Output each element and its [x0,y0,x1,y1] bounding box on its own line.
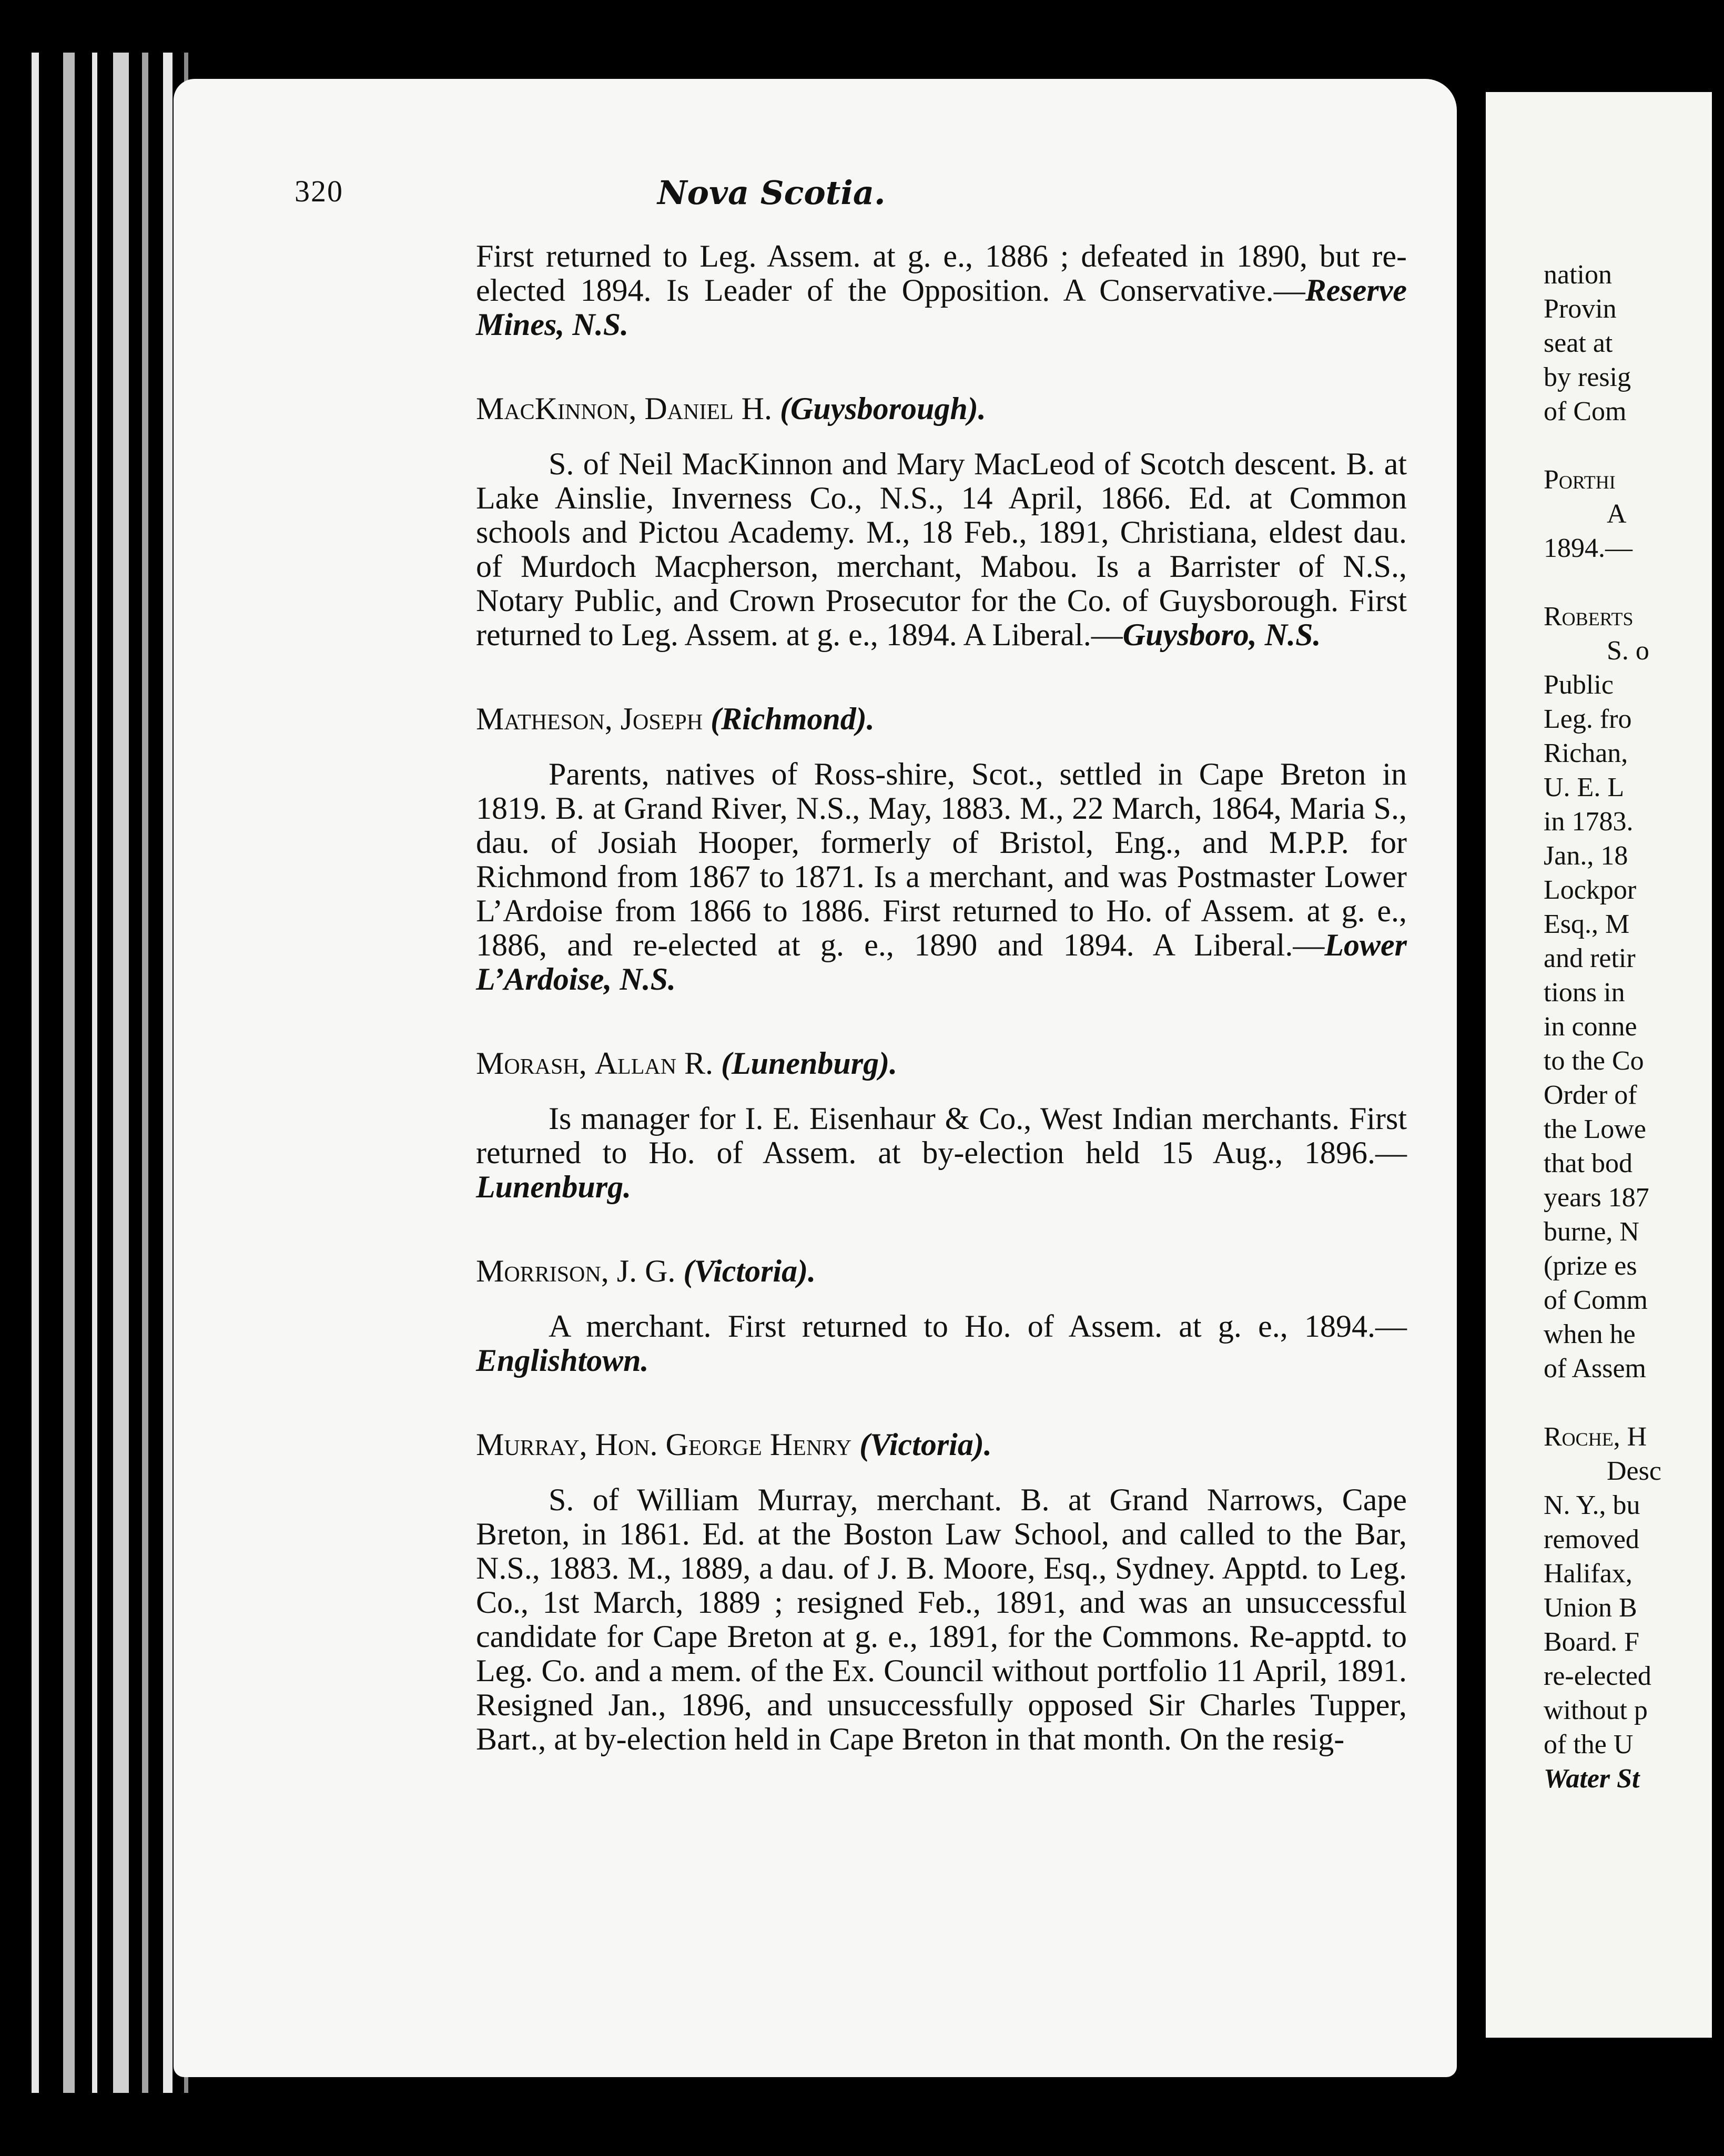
entry-surname: Morrison, [476,1254,609,1288]
fragment-line: tions in [1544,978,1625,1008]
entry-text: A merchant. First returned to Ho. of Assem. at g. e., 1894. [549,1309,1375,1344]
fragment-line: seat at [1544,328,1613,358]
fragment-line: burne, N [1544,1217,1639,1247]
entry-heading [476,392,1407,426]
fragment-line: without p [1544,1695,1648,1725]
page-body [476,239,1407,1756]
fragment-line: Roche, H [1544,1422,1647,1452]
fragment-line: Halifax, [1544,1559,1632,1589]
page-number: 320 [295,174,343,208]
running-head [295,174,1031,216]
fragment-line: Porthi [1544,465,1616,495]
entry-paragraph: A merchant. First returned to Ho. of Assem. at g. e., 1894.—Englishtown. [476,1309,1407,1378]
fragment-line: Order of [1544,1080,1637,1110]
fragment-line: 1894.— [1544,533,1632,563]
fragment-line: Lockpor [1544,875,1637,905]
fragment-line: N. Y., bu [1544,1490,1640,1520]
entry-surname: Matheson, [476,701,613,736]
entry-surname: MacKinnon, [476,391,637,426]
entry-riding: (Guysborough). [779,391,986,426]
fragment-line: to the Co [1544,1046,1644,1076]
right-page-fragment [1544,258,1717,1796]
entry-riding: (Richmond). [711,701,875,736]
entry-text: First returned to Leg. Assem. at g. e., 1886 ; defeated in 1890, but re-elected 1894. Is Leader of the Opposition. A Conservative. [476,239,1407,308]
entry-heading [476,1428,1407,1462]
entry-given-name: Hon. George Henry [595,1427,852,1462]
entry-continuation: First returned to Leg. Assem. at g. e., 1886 ; defeated in 1890, but re-elected 1894. Is Leader of the Opposition. A Conservative.—Reserve Mines, N.S. [476,239,1407,342]
fragment-line: in conne [1544,1012,1637,1042]
entry-heading [476,702,1407,736]
fragment-line: and retir [1544,943,1636,973]
fragment-line: Water St [1544,1764,1640,1794]
fragment-line [1544,565,1717,599]
fragment-line: Board. F [1544,1627,1639,1657]
entry-surname: Morash, [476,1046,587,1081]
fragment-line: of Com [1544,396,1627,426]
entry-given-name: Allan R. [594,1046,714,1081]
entry-locality: Lunenburg. [476,1169,632,1204]
fragment-line: U. E. L [1544,772,1625,802]
fragment-line: nation [1544,260,1612,290]
entry-given-name: Daniel H. [644,391,772,426]
fragment-line: (prize es [1544,1251,1637,1281]
entry-text: S. of William Murray, merchant. B. at Grand Narrows, Cape Breton, in 1861. Ed. at the Boston Law School, and called to the Bar, N.S., 1883. M., 1889, a dau. of J. B. Moore, Esq., Sydney. Apptd. to Leg. Co., 1st March, 1889 ; resigned Feb., 1891, and was an unsuccessful candidate for Cape Breton at g. e., 1891, for the Commons. Re-apptd. to Leg. Co. and a mem. of the Ex. Council without portfolio 11 April, 1891. Resigned Jan., 1896, and unsuccessfully opposed Sir Charles Tupper, Bart., at by-election held in Cape Breton in that month. On the resig- [476,1482,1407,1756]
fragment-line [1544,429,1717,463]
entry-given-name: J. G. [616,1254,676,1288]
entry-riding: (Victoria). [683,1254,816,1288]
fragment-line: Esq., M [1544,909,1630,939]
entry-locality: Reserve Mines, N.S. [476,273,1407,342]
entry-riding: (Lunenburg). [721,1046,898,1081]
entry-heading [476,1046,1407,1081]
fragment-line: S. o [1607,636,1649,666]
entry-heading [476,1254,1407,1288]
fragment-line: the Lowe [1544,1114,1646,1144]
entry-given-name: Joseph [620,701,703,736]
fragment-line: Jan., 18 [1544,841,1628,871]
fragment-line: in 1783. [1544,807,1634,837]
entry-locality: Lower L’Ardoise, N.S. [476,928,1407,996]
fragment-line: Roberts [1544,602,1634,632]
entry-paragraph: S. of Neil MacKinnon and Mary MacLeod of Scotch descent. B. at Lake Ainslie, Inverness Co., N.S., 14 April, 1866. Ed. at Common schools and Pictou Academy. M., 18 Feb., 1891, Christiana, eldest dau. of Murdoch Macpherson, merchant, Mabou. Is a Barrister of N.S., Notary Public, and Crown Prosecutor for the Co. of Guysborough. First returned to Leg. Assem. at g. e., 1894. A Liberal.—Guysboro, N.S. [476,446,1407,652]
fragment-line: Union B [1544,1593,1637,1623]
fragment-line: years 187 [1544,1183,1649,1213]
fragment-line: that bod [1544,1148,1632,1178]
entry-locality: Guysboro, N.S. [1122,617,1321,652]
fragment-line: by resig [1544,362,1631,392]
fragment-line: when he [1544,1319,1636,1349]
entry-paragraph: Parents, natives of Ross-shire, Scot., settled in Cape Breton in 1819. B. at Grand River, N.S., May, 1883. M., 22 March, 1864, Maria S., dau. of Josiah Hooper, formerly of Bristol, Eng., and M.P.P. for Richmond from 1867 to 1871. Is a merchant, and was Postmaster Lower L’Ardoise from 1866 to 1886. First returned to Ho. of Assem. at g. e., 1886, and re-elected at g. e., 1890 and 1894. A Liberal.—Lower L’Ardoise, N.S. [476,757,1407,996]
fragment-line: Richan, [1544,738,1628,768]
fragment-line [1544,1386,1717,1420]
fragment-line: Public [1544,670,1614,700]
entry-paragraph: Is manager for I. E. Eisenhaur & Co., West Indian merchants. First returned to Ho. of Assem. at by-election held 15 Aug., 1896.—Lunenburg. [476,1101,1407,1204]
entry-locality: Englishtown. [476,1343,649,1378]
fragment-line: re-elected [1544,1661,1651,1691]
fragment-line: removed [1544,1524,1639,1554]
fragment-line: of Comm [1544,1285,1648,1315]
fragment-line: Provin [1544,294,1617,324]
running-title: Nova Scotia. [657,174,886,212]
fragment-line: of Assem [1544,1354,1646,1384]
fragment-line: A [1607,499,1627,529]
entry-paragraph [476,1483,1407,1756]
fragment-line: Leg. fro [1544,704,1632,734]
entry-riding: (Victoria). [859,1427,992,1462]
entry-text: S. of Neil MacKinnon and Mary MacLeod of Scotch descent. B. at Lake Ainslie, Inverness Co., N.S., 14 April, 1866. Ed. at Common schools and Pictou Academy. M., 18 Feb., 1891, Christiana, eldest dau. of Murdoch Macpherson, merchant, Mabou. Is a Barrister of N.S., Notary Public, and Crown Prosecutor for the Co. of Guysborough. First returned to Leg. Assem. at g. e., 1894. A Liberal. [476,446,1407,652]
entry-surname: Murray, [476,1427,587,1462]
entry-text: Parents, natives of Ross-shire, Scot., settled in Cape Breton in 1819. B. at Grand River, N.S., May, 1883. M., 22 March, 1864, Maria S., dau. of Josiah Hooper, formerly of Bristol, Eng., and M.P.P. for Richmond from 1867 to 1871. Is a merchant, and was Postmaster Lower L’Ardoise from 1866 to 1886. First returned to Ho. of Assem. at g. e., 1886, and re-elected at g. e., 1890 and 1894. A Liberal. [476,757,1407,962]
entry-text: Is manager for I. E. Eisenhaur & Co., West Indian merchants. First returned to Ho. of Assem. at by-election held 15 Aug., 1896. [476,1101,1407,1170]
fragment-line: of the U [1544,1730,1634,1760]
fragment-line: Desc [1607,1456,1661,1486]
